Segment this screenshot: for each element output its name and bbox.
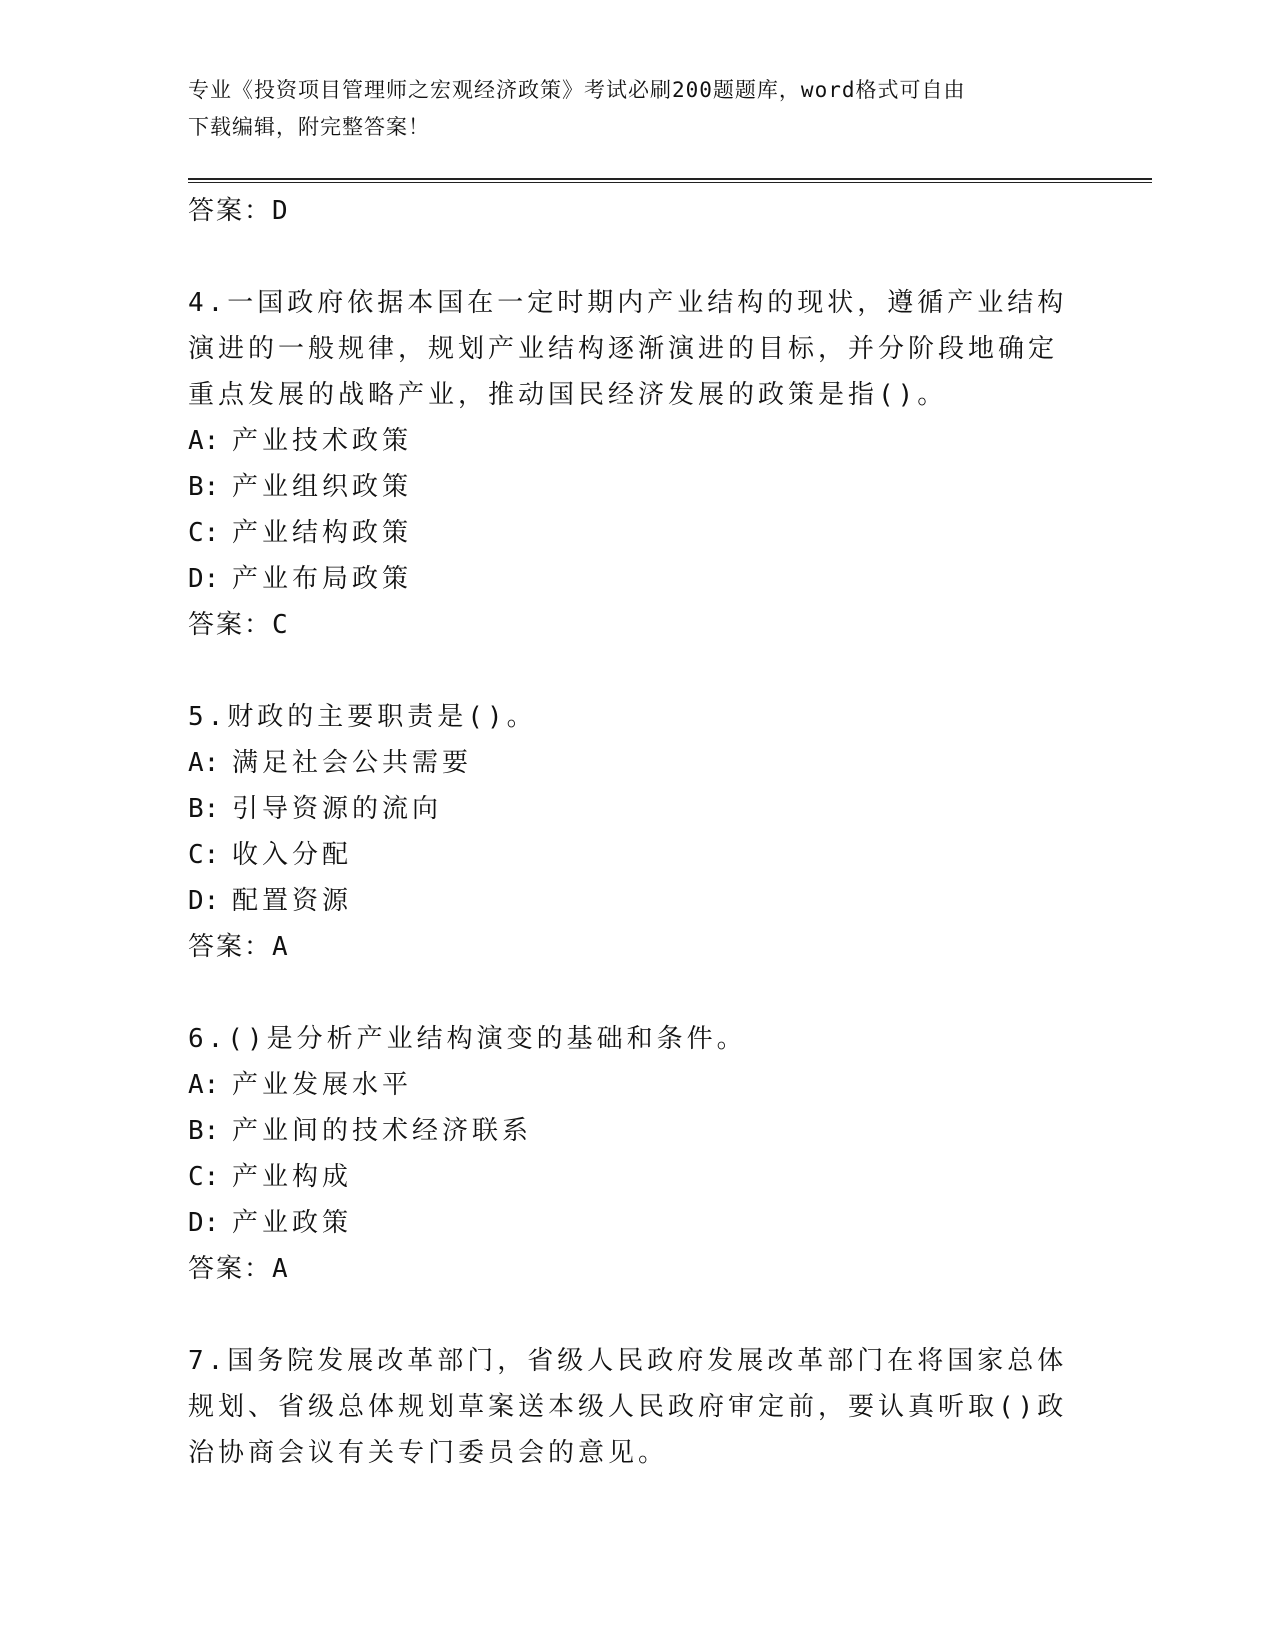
option-letter: C: [188, 840, 220, 870]
option-text: 引导资源的流向 [232, 794, 443, 824]
question-text: 4.一国政府依据本国在一定时期内产业结构的现状，遵循产业结构演进的一般规律，规划产业结构逐渐演进的目标，并分阶段地确定重点发展的战略产业，推动国民经济发展的政策是指()。 [188, 288, 1068, 410]
option-text: 满足社会公共需要 [232, 748, 473, 778]
option-c [188, 832, 1068, 878]
option-a [188, 1062, 1068, 1108]
option-text: 产业技术政策 [232, 426, 413, 456]
option-b [188, 1108, 1068, 1154]
spacer [188, 234, 1068, 280]
option-letter: B: [188, 794, 220, 824]
spacer [188, 648, 1068, 694]
option-text: 配置资源 [232, 886, 353, 916]
question-text: 7.国务院发展改革部门，省级人民政府发展改革部门在将国家总体规划、省级总体规划草案送本级人民政府审定前，要认真听取()政治协商会议有关专门委员会的意见。 [188, 1346, 1068, 1468]
header-line-1: 专业《投资项目管理师之宏观经济政策》考试必刷200题题库，word格式可自由 [188, 78, 966, 102]
question-text: 6.()是分析产业结构演变的基础和条件。 [188, 1024, 747, 1054]
option-text: 产业政策 [232, 1208, 353, 1238]
option-letter: B: [188, 472, 220, 502]
answer-line: 答案：A [188, 1254, 290, 1284]
spacer [188, 970, 1068, 1016]
option-d [188, 556, 1068, 602]
option-letter: A: [188, 1070, 220, 1100]
option-text: 产业构成 [232, 1162, 353, 1192]
option-b [188, 786, 1068, 832]
option-d [188, 1200, 1068, 1246]
document-header [188, 72, 1068, 146]
answer-line: 答案：D [188, 196, 290, 226]
option-text: 产业发展水平 [232, 1070, 413, 1100]
document-body [188, 188, 1068, 1476]
option-letter: C: [188, 518, 220, 548]
option-text: 收入分配 [232, 840, 353, 870]
option-text: 产业布局政策 [232, 564, 413, 594]
option-text: 产业结构政策 [232, 518, 413, 548]
option-text: 产业间的技术经济联系 [232, 1116, 533, 1146]
option-letter: A: [188, 426, 220, 456]
header-line-2: 下载编辑，附完整答案！ [188, 115, 430, 139]
option-letter: D: [188, 886, 220, 916]
option-a [188, 740, 1068, 786]
option-c [188, 1154, 1068, 1200]
option-a [188, 418, 1068, 464]
option-letter: D: [188, 1208, 220, 1238]
question-text: 5.财政的主要职责是()。 [188, 702, 537, 732]
answer-line: 答案：C [188, 610, 290, 640]
option-text: 产业组织政策 [232, 472, 413, 502]
option-letter: C: [188, 1162, 220, 1192]
answer-line: 答案：A [188, 932, 290, 962]
option-letter: D: [188, 564, 220, 594]
header-divider [188, 178, 1152, 183]
option-letter: A: [188, 748, 220, 778]
option-c [188, 510, 1068, 556]
option-b [188, 464, 1068, 510]
option-d [188, 878, 1068, 924]
option-letter: B: [188, 1116, 220, 1146]
spacer [188, 1292, 1068, 1338]
